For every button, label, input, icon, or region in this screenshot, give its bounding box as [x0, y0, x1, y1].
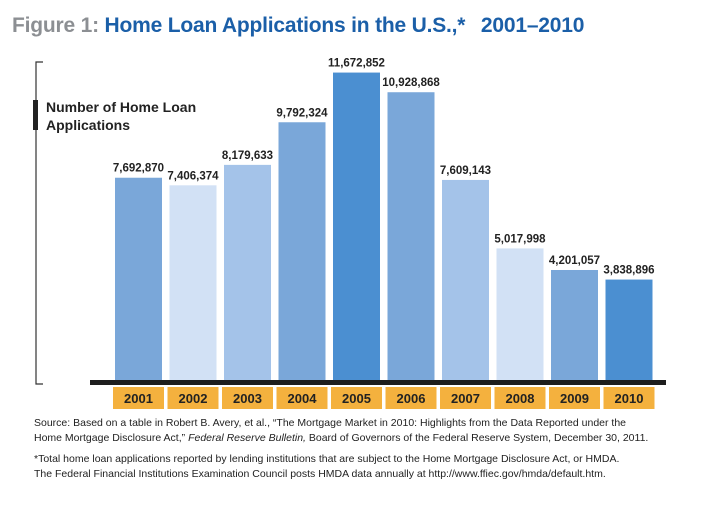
bar-2006	[388, 92, 435, 381]
value-label-2010: 3,838,896	[603, 264, 655, 277]
category-label-2004: 2004	[287, 391, 317, 406]
category-label-2006: 2006	[396, 391, 426, 406]
x-axis-baseline	[90, 380, 666, 385]
title-main: Home Loan Applications in the U.S.,*	[104, 14, 466, 37]
chart-notes	[34, 416, 694, 488]
title-years: 2001–2010	[480, 14, 585, 37]
category-label-2001: 2001	[124, 391, 153, 406]
bar-2008	[497, 248, 544, 381]
source-publication: Federal Reserve Bulletin,	[188, 432, 306, 444]
figure-label: Figure 1:	[12, 14, 99, 37]
bar-2004	[279, 122, 326, 381]
category-label-2005: 2005	[342, 391, 371, 406]
bar-2010	[606, 280, 653, 381]
y-axis-marker	[33, 100, 38, 130]
bar-2009	[551, 270, 598, 381]
footnote	[34, 452, 694, 482]
source-line-2a: Home Mortgage Disclosure Act,”	[34, 432, 189, 444]
bar-2005	[333, 73, 380, 381]
source-line-1: Source: Based on a table in Robert B. Avery, et al., “The Mortgage Market in 2010: Highlights from the Data Reported under the	[34, 417, 627, 429]
value-label-2003: 8,179,633	[221, 149, 274, 162]
category-label-2003: 2003	[233, 391, 262, 406]
bar-2003	[224, 165, 271, 381]
category-label-2008: 2008	[505, 391, 535, 406]
bar-2002	[170, 185, 217, 381]
bar-2007	[442, 180, 489, 381]
category-label-2007: 2007	[451, 391, 480, 406]
bar-2001	[115, 178, 162, 381]
source-line-2b: Board of Governors of the Federal Reserve System, December 30, 2011.	[305, 432, 649, 444]
value-label-2006: 10,928,868	[382, 77, 440, 90]
y-axis-label: Number of Home Loan Applications	[46, 99, 197, 133]
value-label-2004: 9,792,324	[276, 107, 328, 120]
category-label-2010: 2010	[614, 391, 644, 406]
category-label-2009: 2009	[560, 391, 589, 406]
value-label-2007: 7,609,143	[439, 164, 492, 177]
value-label-2009: 4,201,057	[548, 254, 601, 267]
value-label-2008: 5,017,998	[494, 233, 546, 246]
footnote-line-1: *Total home loan applications reported by lending institutions that are subject to the Home Mortgage Disclosure Act, or HMDA.	[34, 453, 620, 465]
value-label-2002: 7,406,374	[167, 170, 219, 183]
footnote-line-2: The Federal Financial Institutions Examination Council posts HMDA data annually at http://www.ffiec.gov/hmda/default.htm.	[34, 468, 606, 480]
value-label-2005: 11,672,852	[328, 57, 385, 70]
category-label-2002: 2002	[178, 391, 208, 406]
value-label-2001: 7,692,870	[112, 162, 165, 175]
source-note	[34, 416, 694, 446]
